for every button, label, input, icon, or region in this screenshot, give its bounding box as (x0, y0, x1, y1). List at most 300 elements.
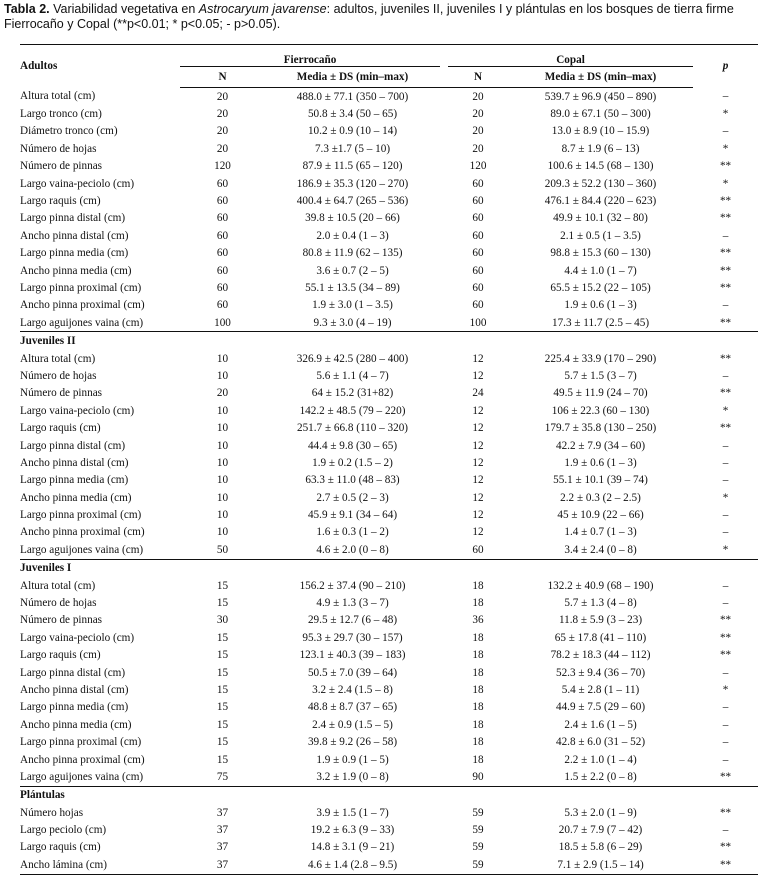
table-row (20, 227, 758, 244)
media-fierrocano-cell: 123.1 ± 40.3 (39 – 183) (299, 649, 406, 662)
media-fierrocano-cell: 1.9 ± 3.0 (1 – 3.5) (312, 299, 393, 312)
table-caption (4, 2, 764, 32)
variable-cell: Largo pinna distal (cm) (20, 212, 126, 225)
variable-cell: Largo pinna proximal (cm) (20, 281, 142, 294)
media-copal-cell: 1.9 ± 0.6 (1 – 3) (564, 299, 637, 312)
p-value-cell: – (722, 526, 729, 539)
n-fierrocano-cell: 15 (216, 631, 229, 644)
n-fierrocano-cell: 10 (216, 474, 229, 487)
n-fierrocano-cell: 15 (216, 649, 229, 662)
n-copal-cell: 18 (472, 649, 484, 662)
media-fierrocano-cell: 1.9 ± 0.9 (1 – 5) (316, 753, 389, 766)
table-body (20, 88, 758, 875)
spacer-cell (440, 577, 448, 594)
media-copal-cell: 89.0 ± 67.1 (50 – 300) (550, 108, 651, 121)
media-fierrocano-cell: 488.0 ± 77.1 (350 – 700) (296, 90, 409, 103)
variable-cell: Largo peciolo (cm) (20, 824, 107, 837)
n-copal-cell: 60 (472, 264, 484, 277)
variable-cell: Ancho lámina (cm) (20, 856, 180, 874)
n-fierrocano-cell: 10 (216, 456, 229, 469)
p-value-cell: – (722, 456, 729, 469)
n-fierrocano-cell: 10 (216, 439, 229, 452)
n-fierrocano-cell: 60 (216, 247, 229, 260)
media-copal-cell: 5.7 ± 1.5 (3 – 7) (564, 369, 637, 382)
spacer-cell (440, 804, 448, 821)
media-fierrocano-cell: 3.2 ± 2.4 (1.5 – 8) (312, 683, 393, 696)
spacer-cell (440, 647, 448, 664)
media-fierrocano-cell: 4.6 ± 2.0 (0 – 8) (316, 543, 389, 556)
n-copal-cell: 12 (472, 474, 484, 487)
p-value-cell: – (722, 90, 729, 103)
p-value-cell: – (722, 718, 729, 731)
table-row (20, 454, 758, 471)
media-copal-cell: 100.6 ± 14.5 (68 – 130) (547, 160, 654, 173)
media-copal-cell: 52.3 ± 9.4 (36 – 70) (555, 666, 646, 679)
spacer-cell (440, 489, 448, 506)
media-fierrocano-cell: 80.8 ± 11.9 (62 – 135) (302, 247, 403, 260)
media-copal-cell: 42.2 ± 7.9 (34 – 60) (555, 439, 646, 452)
p-value-cell: – (722, 509, 729, 522)
n-fierrocano-cell: 60 (216, 229, 229, 242)
table-row (20, 472, 758, 489)
spacer-cell (440, 437, 448, 454)
group-row (20, 332, 758, 350)
table-row (20, 768, 758, 786)
media-copal-cell: 2.1 ± 0.5 (1 – 3.5) (560, 229, 641, 242)
n-fierrocano-cell: 15 (216, 753, 229, 766)
n-copal-cell: 18 (472, 683, 484, 696)
n-copal-cell: 20 (472, 90, 484, 103)
variable-cell: Largo tronco (cm) (20, 108, 102, 121)
n-copal-cell: 59 (472, 806, 484, 819)
n-copal-cell: 20 (472, 108, 484, 121)
table-row (20, 716, 758, 733)
media-fierrocano-cell: 50.8 ± 3.4 (50 – 65) (307, 108, 398, 121)
media-copal-cell: 1.9 ± 0.6 (1 – 3) (564, 456, 637, 469)
header-spacer (440, 45, 448, 67)
media-copal-cell: 5.3 ± 2.0 (1 – 9) (564, 806, 637, 819)
spacer-cell (440, 88, 448, 106)
header-media-1: Media ± DS (min–max) (265, 67, 440, 88)
media-fierrocano-cell: 326.9 ± 42.5 (280 – 400) (296, 352, 409, 365)
media-fierrocano-cell: 87.9 ± 11.5 (65 – 120) (302, 160, 403, 173)
p-value-cell: * (722, 404, 729, 417)
p-value-cell: ** (719, 631, 732, 644)
variable-cell: Ancho pinna proximal (cm) (20, 299, 145, 312)
media-copal-cell: 42.8 ± 6.0 (31 – 52) (555, 736, 646, 749)
header-site-fierrocano: Fierrocaño (180, 45, 440, 67)
n-copal-cell: 24 (472, 387, 484, 400)
header-media-2: Media ± DS (min–max) (508, 67, 693, 88)
variable-cell: Largo pinna proximal (cm) (20, 736, 142, 749)
spacer-cell (440, 297, 448, 314)
n-fierrocano-cell: 50 (216, 543, 229, 556)
spacer-cell (440, 227, 448, 244)
media-fierrocano-cell: 44.4 ± 9.8 (30 – 65) (307, 439, 398, 452)
media-copal-cell: 5.4 ± 2.8 (1 – 11) (561, 683, 640, 696)
n-copal-cell: 18 (472, 701, 484, 714)
n-fierrocano-cell: 120 (214, 160, 231, 173)
spacer-cell (440, 612, 448, 629)
spacer-cell (440, 245, 448, 262)
table-row (20, 821, 758, 838)
table-row (20, 210, 758, 227)
media-copal-cell: 78.2 ± 18.3 (44 – 112) (550, 649, 651, 662)
spacer-cell (440, 262, 448, 279)
n-copal-cell: 18 (472, 631, 484, 644)
variable-cell: Largo pinna media (cm) (20, 701, 129, 714)
n-fierrocano-cell: 30 (216, 614, 229, 627)
table-row (20, 664, 758, 681)
n-fierrocano-cell: 15 (216, 666, 229, 679)
variable-cell: Largo raquis (cm) (20, 649, 101, 662)
media-copal-cell: 65 ± 17.8 (41 – 110) (554, 631, 647, 644)
table-row (20, 123, 758, 140)
media-fierrocano-cell: 4.9 ± 1.3 (3 – 7) (316, 597, 389, 610)
n-fierrocano-cell: 10 (216, 352, 229, 365)
spacer-cell (440, 419, 448, 436)
variable-cell: Número de pinnas (20, 160, 103, 173)
spacer-cell (440, 768, 448, 786)
n-fierrocano-cell: 10 (216, 369, 229, 382)
n-copal-cell: 18 (472, 597, 484, 610)
media-fierrocano-cell: 2.0 ± 0.4 (1 – 3) (316, 229, 389, 242)
n-copal-cell: 60 (472, 195, 484, 208)
media-fierrocano-cell: 2.7 ± 0.5 (2 – 3) (316, 491, 389, 504)
p-value-cell: – (722, 369, 729, 382)
n-fierrocano-cell: 37 (216, 824, 229, 837)
n-copal-cell: 120 (469, 160, 487, 173)
n-copal-cell: 12 (472, 509, 484, 522)
p-value-cell: * (722, 683, 729, 696)
variable-cell: Ancho pinna distal (cm) (20, 456, 129, 469)
table-row (20, 751, 758, 768)
p-value-cell: ** (719, 247, 732, 260)
n-fierrocano-cell: 37 (216, 806, 229, 819)
variable-cell: Largo raquis (cm) (20, 422, 101, 435)
media-fierrocano-cell: 400.4 ± 64.7 (265 – 536) (296, 195, 409, 208)
p-value-cell: ** (719, 281, 732, 294)
spacer-cell (440, 158, 448, 175)
table-row (20, 437, 758, 454)
p-value-cell: ** (719, 160, 732, 173)
table-row (20, 419, 758, 436)
n-fierrocano-cell: 20 (216, 108, 229, 121)
media-copal-cell: 45 ± 10.9 (22 – 66) (557, 509, 644, 522)
media-copal-cell: 2.2 ± 0.3 (2 – 2.5) (560, 491, 641, 504)
media-copal-cell: 13.0 ± 8.9 (10 – 15.9) (551, 125, 650, 138)
p-value-cell: – (722, 125, 729, 138)
n-fierrocano-cell: 60 (216, 177, 229, 190)
media-fierrocano-cell: 156.2 ± 37.4 (90 – 210) (299, 579, 406, 592)
p-value-cell: ** (719, 195, 732, 208)
spacer-cell (440, 350, 448, 367)
media-copal-cell: 3.4 ± 2.4 (0 – 8) (564, 543, 637, 556)
spacer-cell (440, 367, 448, 384)
media-fierrocano-cell: 39.8 ± 10.5 (20 – 66) (305, 212, 400, 225)
group-row (20, 559, 758, 577)
media-fierrocano-cell: 39.8 ± 9.2 (26 – 58) (307, 736, 398, 749)
spacer-cell (440, 594, 448, 611)
p-value-cell: ** (719, 649, 732, 662)
p-value-cell: – (722, 229, 729, 242)
variable-cell: Ancho pinna media (cm) (20, 491, 132, 504)
table-row (20, 541, 758, 559)
table-row (20, 839, 758, 856)
n-fierrocano-cell: 60 (216, 212, 229, 225)
spacer-cell (440, 699, 448, 716)
p-value-cell: – (722, 579, 729, 592)
n-fierrocano-cell: 100 (214, 316, 231, 329)
p-value-cell: – (722, 597, 729, 610)
n-copal-cell: 60 (472, 247, 484, 260)
n-copal-cell: 90 (472, 770, 484, 783)
media-fierrocano-cell: 1.9 ± 0.2 (1.5 – 2) (312, 456, 393, 469)
caption-text-after: : adultos, juveniles II, juveniles I y plántulas en los bosques de tierra firme Fierrocaño y Copal (**p<0.01; * p<0.05; - p>0.05). (4, 2, 734, 31)
media-copal-cell: 179.7 ± 35.8 (130 – 250) (544, 422, 657, 435)
p-value-cell: – (722, 439, 729, 452)
table-row (20, 105, 758, 122)
table-row (20, 245, 758, 262)
n-fierrocano-cell: 20 (216, 125, 229, 138)
table-row (20, 524, 758, 541)
n-copal-cell: 59 (472, 824, 484, 837)
table-row (20, 88, 758, 106)
p-value-cell: ** (719, 614, 732, 627)
spacer-cell (440, 856, 448, 874)
spacer-cell (440, 472, 448, 489)
media-copal-cell: 11.8 ± 5.9 (3 – 23) (558, 614, 643, 627)
n-copal-cell: 59 (472, 841, 484, 854)
table-row (20, 350, 758, 367)
media-fierrocano-cell: 2.4 ± 0.9 (1.5 – 5) (312, 718, 393, 731)
caption-text-before: Variabilidad vegetativa en (49, 2, 199, 16)
media-fierrocano-cell: 251.7 ± 66.8 (110 – 320) (296, 422, 409, 435)
n-copal-cell: 18 (472, 753, 484, 766)
p-value-cell: ** (719, 387, 732, 400)
variable-cell: Altura total (cm) (20, 90, 96, 103)
media-copal-cell: 1.4 ± 0.7 (1 – 3) (564, 526, 637, 539)
n-fierrocano-cell: 15 (216, 579, 229, 592)
n-copal-cell: 12 (472, 456, 484, 469)
table-row (20, 629, 758, 646)
variable-cell: Ancho pinna media (cm) (20, 264, 132, 277)
table-row (20, 612, 758, 629)
p-value-cell: – (722, 824, 729, 837)
variable-cell: Largo aguijones vaina (cm) (20, 770, 144, 783)
p-value-cell: – (722, 701, 729, 714)
spacer-cell (440, 454, 448, 471)
variable-cell: Largo aguijones vaina (cm) (20, 316, 144, 329)
p-value-cell: ** (719, 352, 732, 365)
spacer-cell (440, 210, 448, 227)
header-n-1: N (180, 67, 265, 88)
spacer-cell (440, 105, 448, 122)
p-value-cell: ** (719, 316, 732, 329)
table-row (20, 577, 758, 594)
spacer-cell (440, 192, 448, 209)
n-copal-cell: 59 (448, 856, 508, 874)
header-spacer (440, 67, 448, 88)
p-value-cell: ** (719, 770, 732, 783)
spacer-cell (440, 751, 448, 768)
variable-cell: Número de hojas (20, 142, 97, 155)
media-copal-cell: 132.2 ± 40.9 (68 – 190) (547, 579, 654, 592)
variable-cell: Ancho pinna media (cm) (20, 718, 132, 731)
spacer-cell (440, 681, 448, 698)
n-copal-cell: 20 (472, 142, 484, 155)
media-copal-cell: 2.2 ± 1.0 (1 – 4) (564, 753, 637, 766)
media-copal-cell: 18.5 ± 5.8 (6 – 29) (558, 841, 643, 854)
n-fierrocano-cell: 37 (180, 856, 265, 874)
group-title: Juveniles I (20, 559, 758, 577)
spacer-cell (440, 821, 448, 838)
header-row-sites (20, 45, 758, 67)
spacer-cell (440, 541, 448, 559)
spacer-cell (440, 402, 448, 419)
media-copal-cell: 106 ± 22.3 (60 – 130) (551, 404, 650, 417)
spacer-cell (440, 279, 448, 296)
n-fierrocano-cell: 15 (216, 597, 229, 610)
table-row (20, 402, 758, 419)
media-fierrocano-cell: 5.6 ± 1.1 (4 – 7) (316, 369, 389, 382)
media-fierrocano-cell: 45.9 ± 9.1 (34 – 64) (307, 509, 398, 522)
p-value-cell: * (722, 142, 729, 155)
variable-cell: Largo pinna distal (cm) (20, 439, 126, 452)
n-copal-cell: 60 (472, 212, 484, 225)
table-row (20, 489, 758, 506)
media-fierrocano-cell: 7.3 ±1.7 (5 – 10) (314, 142, 391, 155)
n-fierrocano-cell: 60 (216, 195, 229, 208)
media-copal-cell: 44.9 ± 7.5 (29 – 60) (555, 701, 646, 714)
table-row (20, 140, 758, 157)
p-value-cell: * (722, 108, 729, 121)
spacer-cell (440, 839, 448, 856)
n-copal-cell: 60 (472, 281, 484, 294)
variable-cell: Ancho pinna proximal (cm) (20, 526, 145, 539)
spacer-cell (440, 664, 448, 681)
n-fierrocano-cell: 15 (216, 718, 229, 731)
p-value-cell: – (722, 474, 729, 487)
header-site-copal: Copal (448, 45, 693, 67)
n-copal-cell: 100 (469, 316, 487, 329)
p-value-cell: * (722, 491, 729, 504)
media-copal-cell: 17.3 ± 11.7 (2.5 – 45) (551, 316, 650, 329)
n-fierrocano-cell: 20 (216, 387, 229, 400)
media-fierrocano-cell: 9.3 ± 3.0 (4 – 19) (313, 316, 392, 329)
media-fierrocano-cell: 55.1 ± 13.5 (34 – 89) (305, 281, 400, 294)
variable-cell: Altura total (cm) (20, 352, 96, 365)
caption-label: Tabla 2. (4, 2, 50, 16)
media-copal-cell: 20.7 ± 7.9 (7 – 42) (558, 824, 643, 837)
spacer-cell (440, 140, 448, 157)
variable-cell: Altura total (cm) (20, 579, 96, 592)
p-value-cell: ** (719, 806, 732, 819)
variable-cell: Ancho pinna distal (cm) (20, 229, 129, 242)
media-copal-cell: 4.4 ± 1.0 (1 – 7) (564, 264, 637, 277)
n-copal-cell: 18 (472, 736, 484, 749)
table-row (20, 262, 758, 279)
media-copal-cell: 1.5 ± 2.2 (0 – 8) (564, 770, 637, 783)
variable-cell: Largo pinna proximal (cm) (20, 509, 142, 522)
media-fierrocano-cell: 14.8 ± 3.1 (9 – 21) (310, 841, 395, 854)
table-row (20, 699, 758, 716)
n-fierrocano-cell: 60 (216, 299, 229, 312)
spacer-cell (440, 123, 448, 140)
n-copal-cell: 12 (472, 439, 484, 452)
n-copal-cell: 60 (472, 543, 484, 556)
n-copal-cell: 12 (472, 369, 484, 382)
variable-cell: Largo aguijones vaina (cm) (20, 543, 144, 556)
n-fierrocano-cell: 10 (216, 404, 229, 417)
variable-cell: Largo pinna media (cm) (20, 474, 129, 487)
n-copal-cell: 60 (472, 229, 484, 242)
n-copal-cell: 60 (472, 299, 484, 312)
variable-cell: Ancho pinna distal (cm) (20, 683, 129, 696)
table-row (20, 681, 758, 698)
variable-cell: Número de pinnas (20, 387, 103, 400)
n-fierrocano-cell: 15 (216, 683, 229, 696)
media-fierrocano-cell: 63.3 ± 11.0 (48 – 83) (305, 474, 400, 487)
p-value-cell: ** (719, 264, 732, 277)
n-fierrocano-cell: 15 (216, 736, 229, 749)
n-fierrocano-cell: 15 (216, 701, 229, 714)
group-title: Plántulas (20, 786, 758, 804)
p-value-cell: ** (719, 422, 732, 435)
p-value-cell: ** (719, 212, 732, 225)
n-copal-cell: 18 (472, 666, 484, 679)
media-fierrocano-cell: 19.2 ± 6.3 (9 – 33) (310, 824, 395, 837)
variable-cell: Largo raquis (cm) (20, 841, 101, 854)
table-row (20, 367, 758, 384)
n-fierrocano-cell: 10 (216, 422, 229, 435)
n-copal-cell: 36 (472, 614, 484, 627)
p-value-cell: ** (719, 841, 732, 854)
table-row (20, 175, 758, 192)
table-row (20, 192, 758, 209)
n-fierrocano-cell: 37 (216, 841, 229, 854)
p-value-cell: * (722, 177, 729, 190)
variable-cell: Largo vaina-peciolo (cm) (20, 631, 135, 644)
table-row (20, 506, 758, 523)
variable-cell: Número de pinnas (20, 614, 103, 627)
header-p: p (693, 45, 758, 88)
variable-cell: Largo vaina-peciolo (cm) (20, 404, 135, 417)
media-copal-cell: 7.1 ± 2.9 (1.5 – 14) (508, 856, 693, 874)
table-row (20, 297, 758, 314)
spacer-cell (440, 524, 448, 541)
n-fierrocano-cell: 60 (216, 264, 229, 277)
table-row (20, 385, 758, 402)
media-fierrocano-cell: 95.3 ± 29.7 (30 – 157) (302, 631, 403, 644)
variable-cell: Largo pinna media (cm) (20, 247, 129, 260)
media-fierrocano-cell: 1.6 ± 0.3 (1 – 2) (316, 526, 389, 539)
p-value-cell: – (722, 736, 729, 749)
n-fierrocano-cell: 10 (216, 509, 229, 522)
media-fierrocano-cell: 4.6 ± 1.4 (2.8 – 9.5) (265, 856, 440, 874)
data-table (20, 44, 758, 875)
media-fierrocano-cell: 142.2 ± 48.5 (79 – 220) (299, 404, 406, 417)
n-copal-cell: 12 (472, 404, 484, 417)
n-copal-cell: 12 (472, 491, 484, 504)
header-n-2: N (448, 67, 508, 88)
n-fierrocano-cell: 20 (216, 142, 229, 155)
variable-cell: Número de hojas (20, 597, 97, 610)
variable-cell: Número hojas (20, 806, 84, 819)
n-copal-cell: 18 (472, 718, 484, 731)
media-fierrocano-cell: 186.9 ± 35.3 (120 – 270) (296, 177, 409, 190)
media-copal-cell: 225.4 ± 33.9 (170 – 290) (544, 352, 657, 365)
